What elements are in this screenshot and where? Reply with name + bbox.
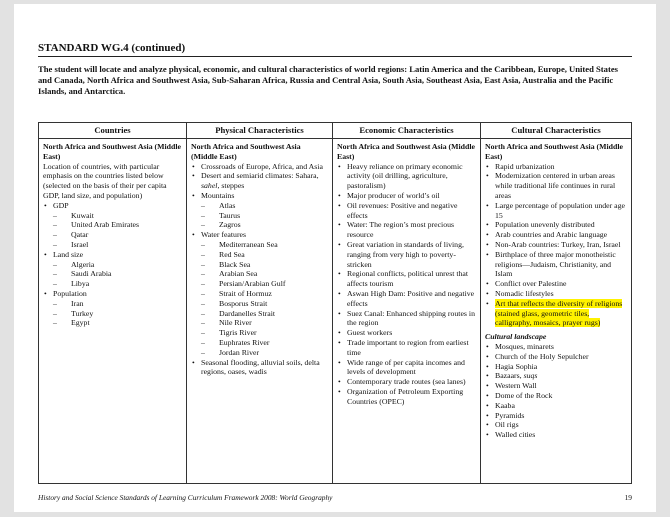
economic-list — [337, 162, 476, 407]
region-heading: North Africa and Southwest Asia (Middle East) — [43, 142, 181, 161]
list-item: • Land size — [43, 250, 182, 260]
list-item: • Water: The region’s most precious resource — [337, 220, 476, 240]
region-heading: North Africa and Southwest Asia (Middle East) — [337, 142, 475, 161]
list-item: – Taurus — [191, 211, 328, 221]
list-item: • Population unevenly distributed — [485, 220, 627, 230]
list-item: – Zagros — [191, 220, 328, 230]
list-item: • Arab countries and Arabic language — [485, 230, 627, 240]
sahel-text: sahel — [201, 181, 218, 191]
document-page — [14, 4, 656, 512]
page-number: 19 — [624, 493, 632, 502]
list-item: • Suez Canal: Enhanced shipping routes in the region — [337, 309, 476, 329]
steppes-text: , steppes — [217, 181, 245, 191]
list-item: • Nomadic lifestyles — [485, 289, 627, 299]
list-item: • Trade important to region from earliest time — [337, 338, 476, 358]
cultural-cell — [481, 139, 631, 483]
list-item: • Regional conflicts, political unrest that affects tourism — [337, 269, 476, 289]
list-item: • Water features — [191, 230, 328, 240]
col-header-countries: Countries — [39, 123, 187, 139]
countries-intro: Location of countries, with particular emphasis on the countries listed below (selected on the basis of their per capita GDP, land size, and population) — [43, 161, 167, 200]
list-item: • Rapid urbanization — [485, 162, 627, 172]
list-item: – Mediterranean Sea — [191, 240, 328, 250]
suqs-text: suqs — [523, 371, 538, 381]
list-item: – Saudi Arabia — [43, 269, 182, 279]
list-item: – Euphrates River — [191, 338, 328, 348]
list-item: • Pyramids — [485, 411, 627, 421]
list-item: • Major producer of world’s oil — [337, 191, 476, 201]
list-item: • Guest workers — [337, 328, 476, 338]
list-item: • Mosques, minarets — [485, 342, 627, 352]
bazaars-text: Bazaars, — [495, 371, 524, 381]
list-item: • Seasonal flooding, alluvial soils, delta regions, oases, wadis — [191, 358, 328, 378]
col-header-economic: Economic Characteristics — [333, 123, 481, 139]
list-item: • Kaaba — [485, 401, 627, 411]
footer-title: History and Social Science Standards of Learning Curriculum Framework 2008: World Geography — [38, 493, 333, 502]
physical-list — [191, 162, 328, 378]
cultural-landscape-heading: Cultural landscape — [485, 332, 547, 342]
list-item: • Large percentage of population under age 15 — [485, 201, 627, 221]
list-item: • Dome of the Rock — [485, 391, 627, 401]
countries-cell — [39, 139, 187, 483]
list-item: • Birthplace of three major monotheistic religions—Judaism, Christianity, and Islam — [485, 250, 627, 279]
list-item: • Modernization centered in urban areas while traditional life continues in rural areas — [485, 171, 627, 200]
highlighted-text: Art that reflects the diversity of religions (stained glass, geometric tiles, calligraphy, mosaics, prayer rugs) — [495, 298, 623, 328]
list-item — [191, 171, 328, 191]
list-item — [485, 371, 627, 381]
list-item: – Persian/Arabian Gulf — [191, 279, 328, 289]
list-item: – Jordan River — [191, 348, 328, 358]
list-item: • Mountains — [191, 191, 328, 201]
list-item: • Conflict over Palestine — [485, 279, 627, 289]
list-item: – Qatar — [43, 230, 182, 240]
list-item: • Aswan High Dam: Positive and negative effects — [337, 289, 476, 309]
list-item: – Red Sea — [191, 250, 328, 260]
list-item: • GDP — [43, 201, 182, 211]
list-item: – Black Sea — [191, 260, 328, 270]
list-item: • Western Wall — [485, 381, 627, 391]
list-item: – Turkey — [43, 309, 182, 319]
economic-cell — [333, 139, 481, 483]
list-item: – Iran — [43, 299, 182, 309]
list-item: – Arabian Sea — [191, 269, 328, 279]
list-item: – Israel — [43, 240, 182, 250]
list-item: • Walled cities — [485, 430, 627, 440]
list-item: – Nile River — [191, 318, 328, 328]
list-item: – Tigris River — [191, 328, 328, 338]
standard-title: STANDARD WG.4 (continued) — [38, 42, 632, 57]
desert-text: Desert and semiarid climates: Sahara, — [201, 171, 319, 181]
list-item: – Egypt — [43, 318, 182, 328]
list-item: • Heavy reliance on primary economic activity (oil drilling, agriculture, pastoralism) — [337, 162, 476, 191]
countries-list — [43, 201, 182, 328]
physical-cell — [187, 139, 333, 483]
list-item: • Church of the Holy Sepulcher — [485, 352, 627, 362]
landscape-list — [485, 342, 627, 440]
characteristics-table — [38, 122, 632, 484]
col-header-cultural: Cultural Characteristics — [481, 123, 631, 139]
list-item: – Strait of Hormuz — [191, 289, 328, 299]
list-item: • Population — [43, 289, 182, 299]
highlighted-list-item — [485, 299, 627, 328]
cultural-list — [485, 162, 627, 329]
list-item: • Non-Arab countries: Turkey, Iran, Israel — [485, 240, 627, 250]
standard-description: The student will locate and analyze physical, economic, and cultural characteristics of world regions: Latin America and the Caribbean, Europe, United States and Canada, North Africa and Southwest Asia, Sub-Saharan Africa, Russia and Central Asia, South Asia, Southeast Asia, East Asia, Australia and the Pacific Islands, and Antarctica. — [38, 64, 618, 96]
list-item: • Contemporary trade routes (sea lanes) — [337, 377, 476, 387]
region-heading: North Africa and Southwest Asia (Middle East) — [191, 142, 301, 161]
list-item: • Crossroads of Europe, Africa, and Asia — [191, 162, 328, 172]
list-item: – Libya — [43, 279, 182, 289]
col-header-physical: Physical Characteristics — [187, 123, 333, 139]
list-item: • Wide range of per capita incomes and levels of development — [337, 358, 476, 378]
page-footer — [38, 493, 632, 502]
list-item: • Oil revenues: Positive and negative effects — [337, 201, 476, 221]
list-item: – Atlas — [191, 201, 328, 211]
list-item: • Great variation in standards of living, ranging from very high to poverty-stricken — [337, 240, 476, 269]
list-item: • Hagia Sophia — [485, 362, 627, 372]
list-item: – Algeria — [43, 260, 182, 270]
list-item: – United Arab Emirates — [43, 220, 182, 230]
list-item: • Organization of Petroleum Exporting Countries (OPEC) — [337, 387, 476, 407]
list-item: • Oil rigs — [485, 420, 627, 430]
region-heading: North Africa and Southwest Asia (Middle East) — [485, 142, 623, 161]
list-item: – Bosporus Strait — [191, 299, 328, 309]
list-item: – Dardanelles Strait — [191, 309, 328, 319]
list-item: – Kuwait — [43, 211, 182, 221]
